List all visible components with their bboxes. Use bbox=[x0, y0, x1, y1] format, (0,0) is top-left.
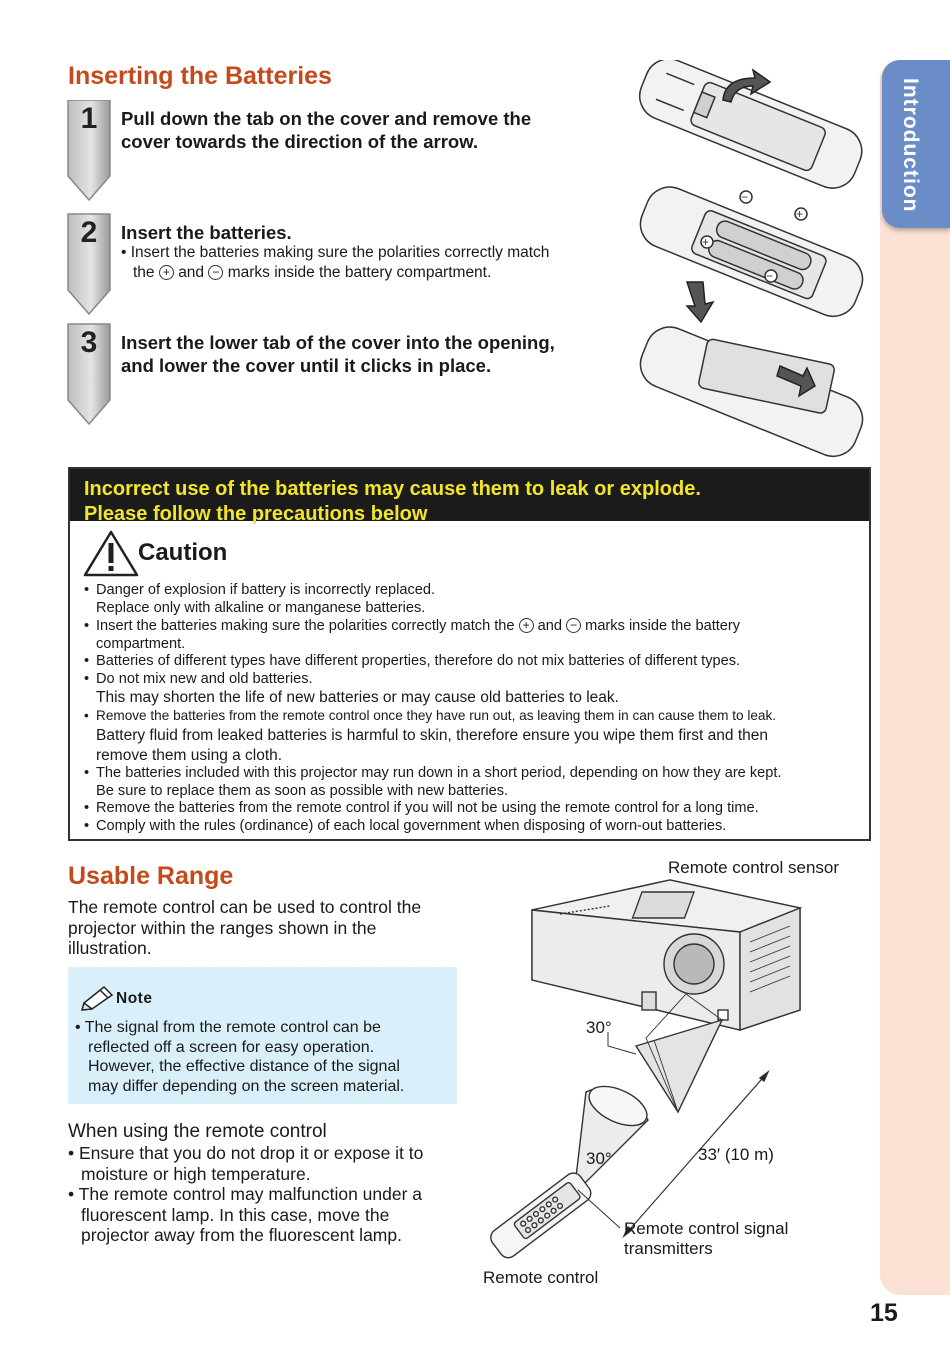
side-band bbox=[880, 60, 950, 1295]
note-scallop-edge bbox=[68, 962, 457, 972]
when-line-2: moisture or high temperature. bbox=[81, 1163, 311, 1184]
usable-range-title: Usable Range bbox=[68, 862, 234, 890]
battery-warning-box bbox=[68, 467, 871, 841]
remote-battery-insert-illustration bbox=[633, 180, 869, 324]
step-2-heading: Insert the batteries. bbox=[121, 222, 292, 243]
caution-item-5-cont-1: Battery fluid from leaked batteries is harmful to skin, therefore ensure you wipe them first and then bbox=[96, 727, 768, 745]
transmitter-label-line-1: Remote control signal bbox=[624, 1219, 789, 1238]
distance-label: 33′ (10 m) bbox=[698, 1145, 774, 1164]
step-2-number: 2 bbox=[80, 216, 98, 249]
caution-item-1-cont: Replace only with alkaline or manganese batteries. bbox=[96, 600, 426, 617]
when-line-1: • Ensure that you do not drop it or expose it to bbox=[68, 1143, 424, 1163]
angle-top-label: 30° bbox=[586, 1018, 612, 1037]
section-tab-introduction[interactable] bbox=[882, 60, 950, 228]
caution-item-4-cont: This may shorten the life of new batteries or may cause old batteries to leak. bbox=[96, 689, 619, 707]
step-1-line-2: cover towards the direction of the arrow. bbox=[121, 131, 479, 152]
caution-triangle-icon bbox=[82, 529, 140, 579]
step-tabs bbox=[66, 100, 116, 430]
caution-item-4: • Do not mix new and old batteries. bbox=[84, 671, 864, 688]
caution-item-2: • Insert the batteries making sure the polarities correctly match the + and − marks inside the battery bbox=[84, 618, 864, 635]
warning-heading bbox=[70, 469, 869, 525]
angle-bottom-label: 30° bbox=[586, 1149, 612, 1168]
caution-item-1: • Danger of explosion if battery is incorrectly replaced. bbox=[84, 582, 864, 599]
projector-illustration bbox=[532, 880, 800, 1030]
caution-item-7: • Remove the batteries from the remote control if you will not be using the remote control for a long time. bbox=[84, 800, 864, 817]
pencil-note-icon bbox=[80, 983, 116, 1011]
remote-control-illustration bbox=[487, 1170, 594, 1262]
caution-title: Caution bbox=[138, 539, 228, 566]
inserting-batteries-title: Inserting the Batteries bbox=[68, 62, 332, 90]
svg-text:+: + bbox=[796, 207, 804, 221]
note-line-1: • The signal from the remote control can be bbox=[75, 1019, 381, 1036]
step-3-line-2: and lower the cover until it clicks in place. bbox=[121, 355, 492, 376]
step-2-sub-line-1: • Insert the batteries making sure the polarities correctly match bbox=[121, 244, 550, 261]
plus-symbol-icon: + bbox=[519, 618, 534, 633]
step-2-sub bbox=[121, 243, 549, 283]
note-line-3: However, the effective distance of the signal bbox=[88, 1058, 400, 1075]
svg-text:−: − bbox=[741, 190, 749, 204]
caution-item-8: • Comply with the rules (ordinance) of each local government when disposing of worn-out batteries. bbox=[84, 818, 864, 835]
step-2-sub-line-2: the + and − marks inside the battery compartment. bbox=[133, 264, 492, 281]
warning-heading-line-1: Incorrect use of the batteries may cause them to leak or explode. bbox=[84, 478, 701, 500]
step-1-heading bbox=[121, 107, 531, 153]
caution-item-6-cont: Be sure to replace them as soon as possible with new batteries. bbox=[96, 782, 509, 799]
note-text bbox=[75, 1018, 404, 1096]
sensor-label: Remote control sensor bbox=[668, 858, 840, 877]
minus-symbol-icon: − bbox=[566, 618, 581, 633]
remote-cover-close-illustration bbox=[633, 297, 875, 460]
intro-line-2: projector within the ranges shown in the bbox=[68, 917, 377, 938]
plus-symbol-icon: + bbox=[159, 265, 174, 280]
step-1-number: 1 bbox=[80, 102, 98, 135]
note-label: Note bbox=[116, 990, 153, 1007]
step-3-line-1: Insert the lower tab of the cover into the opening, bbox=[121, 332, 555, 353]
when-line-3: • The remote control may malfunction under a bbox=[68, 1184, 423, 1204]
note-line-2: reflected off a screen for easy operation. bbox=[88, 1038, 375, 1056]
when-using-heading: When using the remote control bbox=[68, 1121, 327, 1142]
when-using-list bbox=[68, 1143, 423, 1246]
when-line-5: projector away from the fluorescent lamp. bbox=[81, 1225, 402, 1245]
intro-line-1: The remote control can be used to control the bbox=[68, 897, 422, 917]
warning-heading-line-2: Please follow the precautions below bbox=[84, 503, 428, 525]
step-1-line-1: Pull down the tab on the cover and remove the bbox=[121, 108, 532, 129]
usable-range-intro bbox=[68, 897, 421, 959]
caution-item-3: • Batteries of different types have different properties, therefore do not mix batteries of different types. bbox=[84, 653, 864, 670]
svg-text:−: − bbox=[766, 269, 774, 283]
section-tab-label: Introduction bbox=[899, 78, 922, 213]
when-line-4: fluorescent lamp. In this case, move the bbox=[81, 1204, 390, 1225]
note-box bbox=[68, 967, 457, 1104]
page-number: 15 bbox=[870, 1299, 898, 1327]
svg-text:+: + bbox=[702, 235, 710, 249]
minus-symbol-icon: − bbox=[208, 265, 223, 280]
caution-item-5-cont-2: remove them using a cloth. bbox=[96, 746, 283, 764]
caution-row bbox=[70, 521, 869, 581]
transmitter-label-line-2: transmitters bbox=[624, 1239, 713, 1258]
intro-line-3: illustration. bbox=[68, 938, 152, 958]
caution-list bbox=[84, 582, 864, 835]
remote-control-label: Remote control bbox=[483, 1268, 599, 1287]
transmitter-label bbox=[624, 1219, 788, 1259]
step-3-number: 3 bbox=[80, 326, 98, 359]
caution-item-5: • Remove the batteries from the remote control once they have run out, as leaving them in can cause them to leak. bbox=[84, 707, 864, 724]
caution-item-6: • The batteries included with this projector may run down in a short period, depending on how they are kept. bbox=[84, 765, 864, 782]
note-line-4: may differ depending on the screen material. bbox=[88, 1077, 405, 1095]
battery-illustrations bbox=[625, 60, 875, 460]
step-3-heading bbox=[121, 331, 555, 377]
caution-item-2-cont: compartment. bbox=[96, 635, 186, 652]
